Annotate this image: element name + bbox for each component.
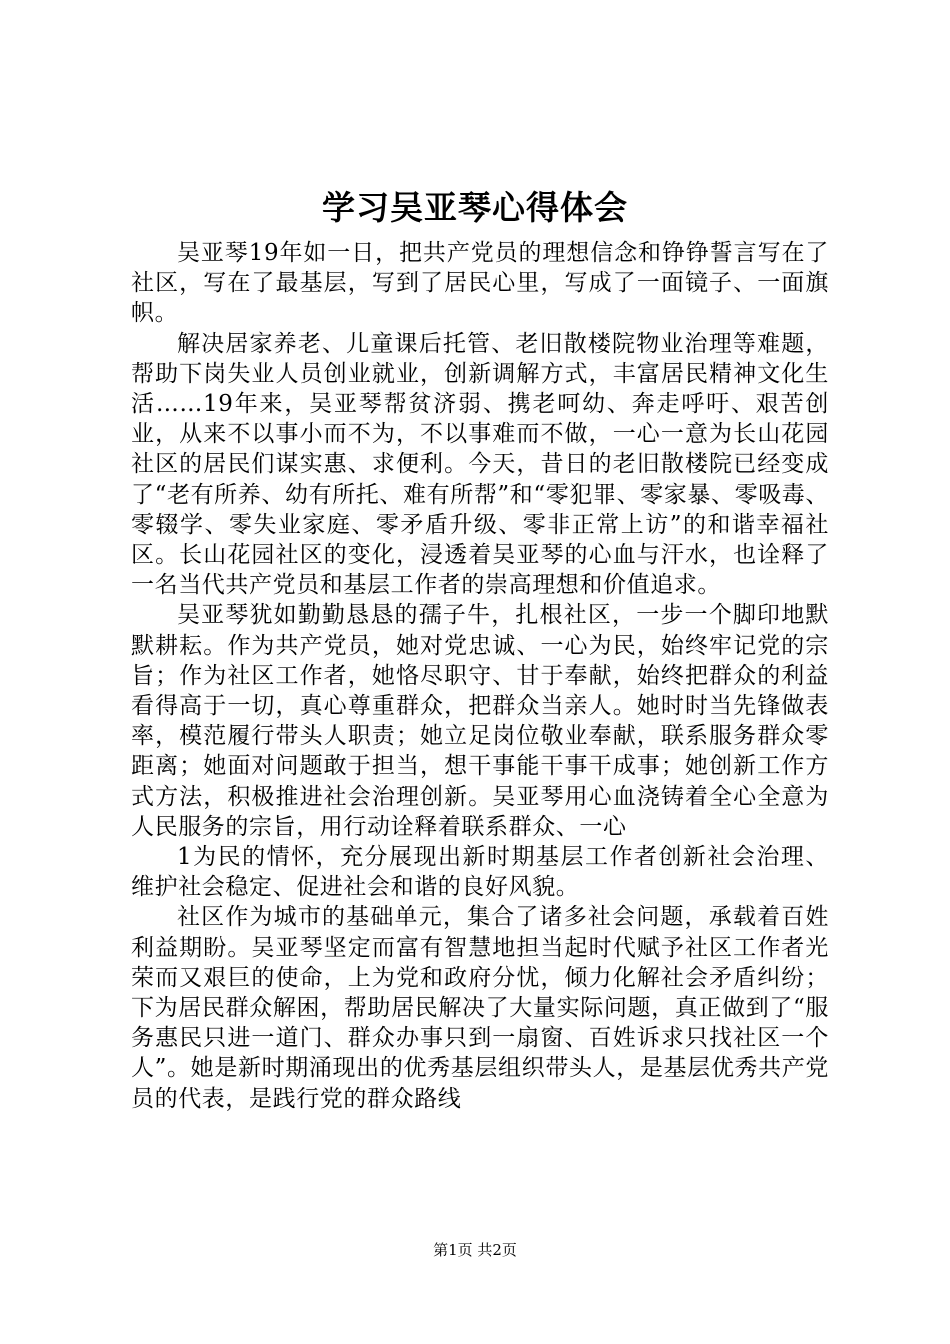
- paragraph-5: 社区作为城市的基础单元，集合了诸多社会问题，承载着百姓利益期盼。吴亚琴坚定而富有智慧地担当起时代赋予社区工作者光荣而又艰巨的使命，上为党和政府分忧，倾力化解社会矛盾纠纷；下为居民群众解困，帮助居民解决了大量实际问题，真正做到了“服务惠民只进一道门、群众办事只到一扇窗、百姓诉求只找社区一个人”。她是新时期涌现出的优秀基层组织带头人，是基层优秀共产党员的代表，是践行党的群众路线: [131, 904, 829, 1112]
- document-title: 学习吴亚琴心得体会: [322, 188, 628, 227]
- paragraph-3: 吴亚琴犹如勤勤恳恳的孺子牛，扎根社区，一步一个脚印地默默耕耘。作为共产党员，她对党忠诚、一心为民，始终牢记党的宗旨；作为社区工作者，她恪尽职守、甘于奉献，始终把群众的利益看得高于一切，真心尊重群众，把群众当亲人。她时时当先锋做表率，模范履行带头人职责；她立足岗位敬业奉献，联系服务群众零距离；她面对问题敢于担当，想干事能干事干成事；她创新工作方式方法，积极推进社会治理创新。吴亚琴用心血浇铸着全心全意为人民服务的宗旨，用行动诠释着联系群众、一心: [131, 602, 829, 840]
- paragraph-2: 解决居家养老、儿童课后托管、老旧散楼院物业治理等难题，帮助下岗失业人员创业就业，创新调解方式，丰富居民精神文化生活……19年来，吴亚琴帮贫济弱、携老呵幼、奔走呼吁、艰苦创业，从来不以事小而不为，不以事难而不做，一心一意为长山花园社区的居民们谋实惠、求便利。今天，昔日的老旧散楼院已经变成了“老有所养、幼有所托、难有所帮”和“零犯罪、零家暴、零吸毒、零辍学、零失业家庭、零矛盾升级、零非正常上访”的和谐幸福社区。长山花园社区的变化，浸透着吴亚琴的心血与汗水，也诠释了一名当代共产党员和基层工作者的崇高理想和价值追求。: [131, 330, 829, 599]
- paragraph-4: 1为民的情怀，充分展现出新时期基层工作者创新社会治理、维护社会稳定、促进社会和谐的良好风貌。: [131, 844, 829, 901]
- paragraph-1: 吴亚琴19年如一日，把共产党员的理想信念和铮铮誓言写在了社区，写在了最基层，写到了居民心里，写成了一面镜子、一面旗帜。: [131, 240, 829, 327]
- page-footer: 第1页 共2页: [433, 1241, 517, 1259]
- document-body: [131, 238, 829, 1114]
